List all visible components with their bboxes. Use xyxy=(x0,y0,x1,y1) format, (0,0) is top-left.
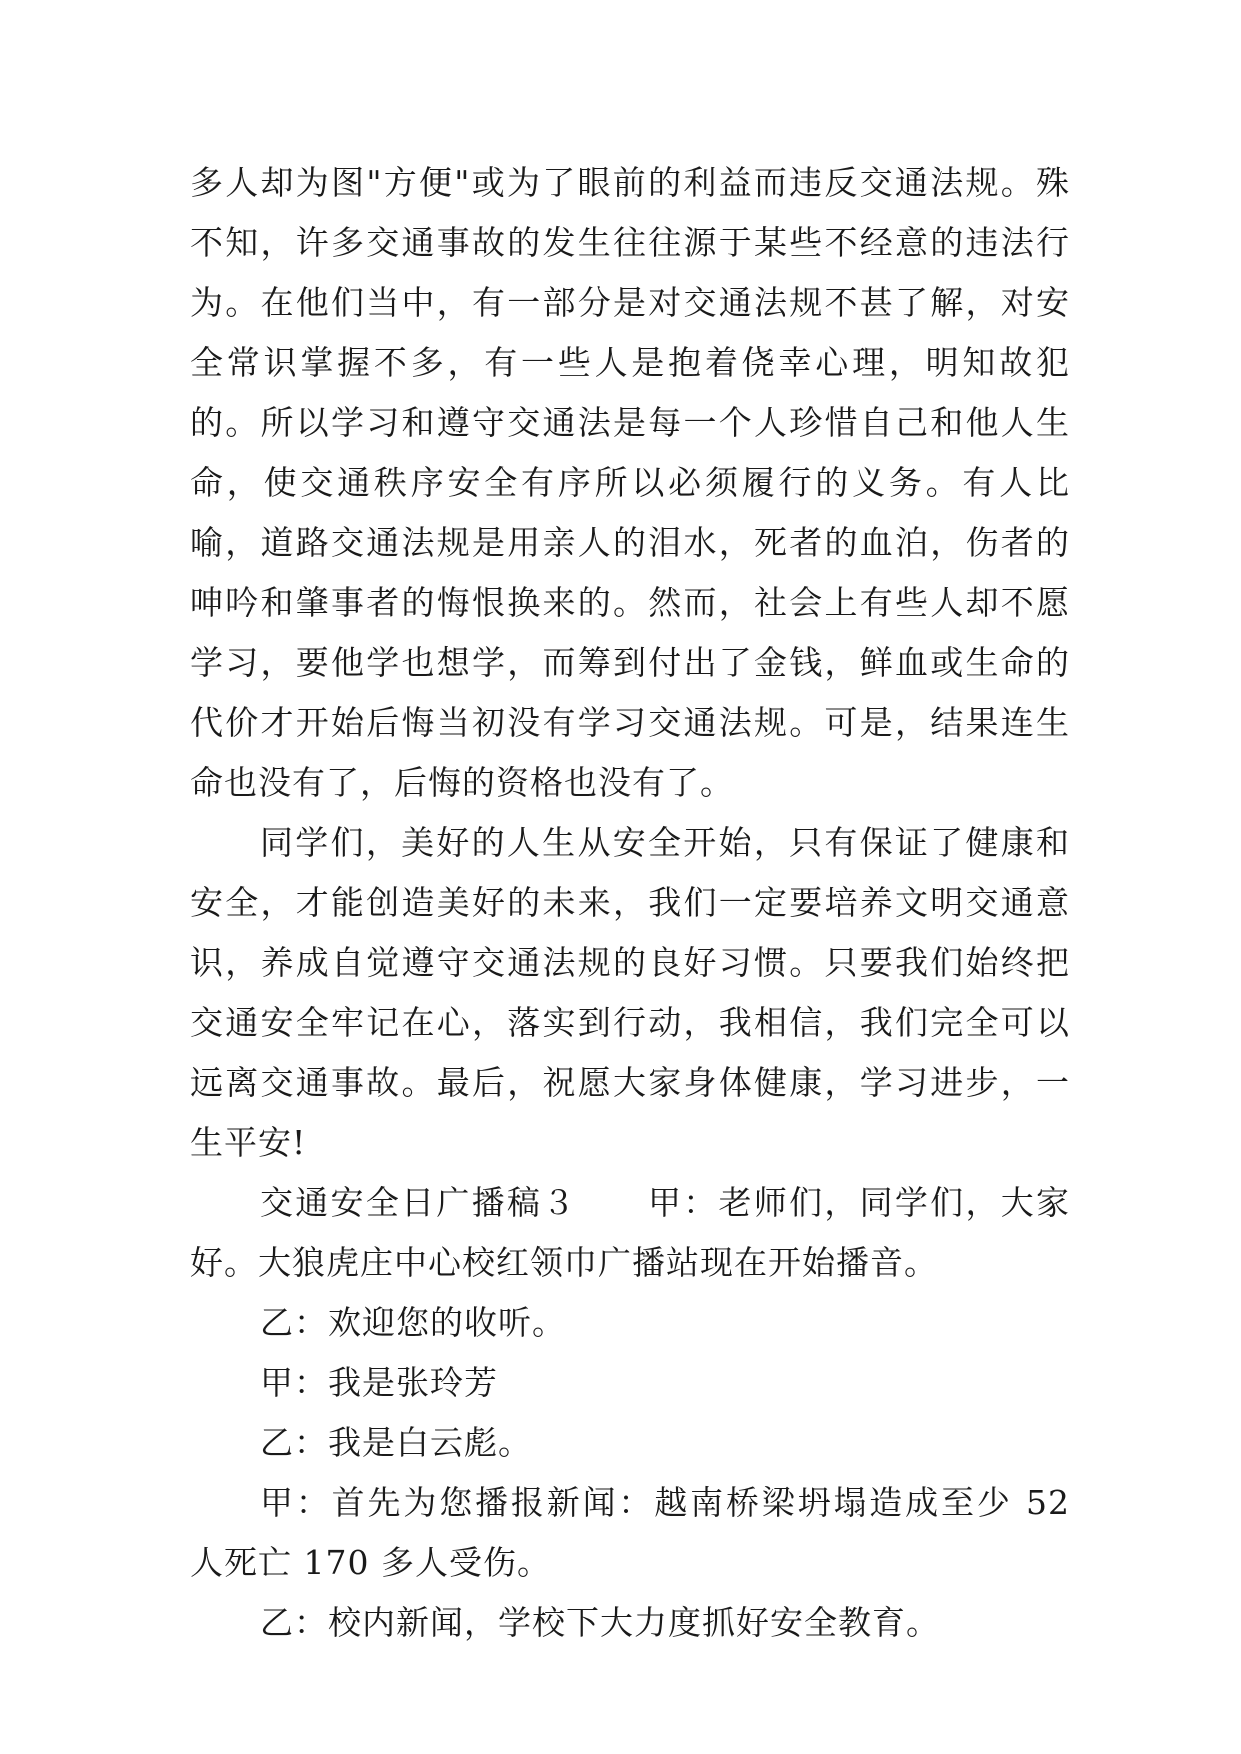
paragraph-3: 交通安全日广播稿３ 甲：老师们，同学们，大家好。大狼虎庄中心校红领巾广播站现在开始播音。 xyxy=(190,1183,1070,1282)
paragraph-1: 多人却为图"方便"或为了眼前的利益而违反交通法规。殊不知，许多交通事故的发生往往源于某些不经意的违法行为。在他们当中，有一部分是对交通法规不甚了解，对安全常识掌握不多，有一些人是抱着侥幸心理，明知故犯的。所以学习和遵守交通法是每一个人珍惜自己和他人生命，使交通秩序安全有序所以必须履行的义务。有人比喻，道路交通法规是用亲人的泪水，死者的血泊，伤者的呻吟和肇事者的悔恨换来的。然而，社会上有些人却不愿学习，要他学也想学，而筹到付出了金钱，鲜血或生命的代价才开始后悔当初没有学习交通法规。可是，结果连生命也没有了，后悔的资格也没有了。 xyxy=(190,163,1070,802)
paragraph-6: 乙：我是白云彪。 xyxy=(260,1423,532,1462)
body-text xyxy=(190,153,1070,1653)
paragraph-8: 乙：校内新闻，学校下大力度抓好安全教育。 xyxy=(260,1603,940,1642)
paragraph-7: 甲：首先为您播报新闻：越南桥梁坍塌造成至少 52 人死亡 170 多人受伤。 xyxy=(190,1483,1070,1582)
paragraph-4: 乙：欢迎您的收听。 xyxy=(260,1303,566,1342)
paragraph-2: 同学们，美好的人生从安全开始，只有保证了健康和安全，才能创造美好的未来，我们一定要培养文明交通意识，养成自觉遵守交通法规的良好习惯。只要我们始终把交通安全牢记在心，落实到行动，我相信，我们完全可以远离交通事故。最后，祝愿大家身体健康，学习进步，一生平安! xyxy=(190,823,1070,1162)
paragraph-5: 甲：我是张玲芳 xyxy=(260,1363,498,1402)
